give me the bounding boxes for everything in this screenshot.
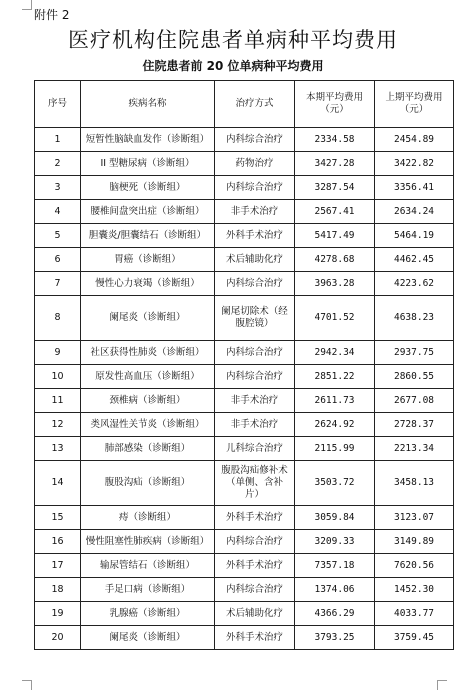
current-average-fee: 2334.58 (295, 128, 375, 152)
current-average-fee: 3059.84 (295, 506, 375, 530)
table-row (35, 176, 454, 200)
treatment-method: 外科手术治疗 (215, 506, 295, 530)
treatment-method: 内科综合治疗 (215, 341, 295, 365)
disease-name: 短暂性脑缺血发作（诊断组） (81, 128, 215, 152)
current-average-fee: 3963.28 (295, 272, 375, 296)
row-index: 15 (35, 506, 81, 530)
row-index: 6 (35, 248, 81, 272)
current-average-fee: 1374.06 (295, 578, 375, 602)
table-row (35, 200, 454, 224)
current-average-fee: 3793.25 (295, 626, 375, 650)
table-row (35, 461, 454, 506)
table-row (35, 506, 454, 530)
previous-average-fee: 2634.24 (375, 200, 454, 224)
row-index: 13 (35, 437, 81, 461)
treatment-method: 内科综合治疗 (215, 272, 295, 296)
current-average-fee: 5417.49 (295, 224, 375, 248)
table-row (35, 341, 454, 365)
row-index: 5 (35, 224, 81, 248)
table-row (35, 530, 454, 554)
previous-average-fee: 2213.34 (375, 437, 454, 461)
disease-name: 慢性心力衰竭（诊断组） (81, 272, 215, 296)
table-row (35, 224, 454, 248)
treatment-method: 儿科综合治疗 (215, 437, 295, 461)
disease-name: 输尿管结石（诊断组） (81, 554, 215, 578)
previous-average-fee: 4462.45 (375, 248, 454, 272)
previous-average-fee: 2728.37 (375, 413, 454, 437)
current-average-fee: 4278.68 (295, 248, 375, 272)
table-row (35, 413, 454, 437)
attachment-label: 附件 2 (34, 8, 70, 22)
row-index: 4 (35, 200, 81, 224)
treatment-method: 内科综合治疗 (215, 176, 295, 200)
previous-average-fee: 4638.23 (375, 296, 454, 341)
table-row (35, 578, 454, 602)
header-current-fee: 本期平均费用 （元） (295, 81, 375, 128)
table-header-row (35, 81, 454, 128)
previous-average-fee: 2454.89 (375, 128, 454, 152)
table-row (35, 296, 454, 341)
disease-name: 颈椎病（诊断组） (81, 389, 215, 413)
disease-name: 社区获得性肺炎（诊断组） (81, 341, 215, 365)
table-subtitle: 住院患者前 20 位单病种平均费用 (142, 59, 324, 73)
disease-name: 类风湿性关节炎（诊断组） (81, 413, 215, 437)
crop-mark-bottom-left (22, 680, 32, 690)
table-row (35, 437, 454, 461)
previous-average-fee: 2677.08 (375, 389, 454, 413)
previous-average-fee: 3458.13 (375, 461, 454, 506)
treatment-method: 内科综合治疗 (215, 578, 295, 602)
previous-average-fee: 4033.77 (375, 602, 454, 626)
row-index: 12 (35, 413, 81, 437)
treatment-method: 阑尾切除术（经腹腔镜） (215, 296, 295, 341)
table-row (35, 365, 454, 389)
row-index: 16 (35, 530, 81, 554)
current-average-fee: 2611.73 (295, 389, 375, 413)
table-row (35, 389, 454, 413)
row-index: 3 (35, 176, 81, 200)
row-index: 18 (35, 578, 81, 602)
header-treatment: 治疗方式 (215, 81, 295, 128)
row-index: 11 (35, 389, 81, 413)
row-index: 8 (35, 296, 81, 341)
treatment-method: 术后辅助化疗 (215, 602, 295, 626)
table-row (35, 602, 454, 626)
disease-name: 原发性高血压（诊断组） (81, 365, 215, 389)
disease-name: 腹股沟疝（诊断组） (81, 461, 215, 506)
current-average-fee: 2115.99 (295, 437, 375, 461)
current-average-fee: 4366.29 (295, 602, 375, 626)
disease-name: II 型糖尿病（诊断组） (81, 152, 215, 176)
disease-name: 胆囊炎/胆囊结石（诊断组） (81, 224, 215, 248)
current-average-fee: 3209.33 (295, 530, 375, 554)
current-average-fee: 3427.28 (295, 152, 375, 176)
previous-average-fee: 3149.89 (375, 530, 454, 554)
treatment-method: 腹股沟疝修补术（单侧、含补片） (215, 461, 295, 506)
treatment-method: 非手术治疗 (215, 389, 295, 413)
table-body (35, 128, 454, 650)
treatment-method: 内科综合治疗 (215, 128, 295, 152)
treatment-method: 内科综合治疗 (215, 530, 295, 554)
current-average-fee: 7357.18 (295, 554, 375, 578)
previous-average-fee: 3759.45 (375, 626, 454, 650)
row-index: 17 (35, 554, 81, 578)
row-index: 20 (35, 626, 81, 650)
disease-name: 手足口病（诊断组） (81, 578, 215, 602)
treatment-method: 药物治疗 (215, 152, 295, 176)
crop-mark-bottom-right (437, 680, 447, 690)
table-row (35, 272, 454, 296)
current-average-fee: 3503.72 (295, 461, 375, 506)
table-row (35, 554, 454, 578)
previous-average-fee: 1452.30 (375, 578, 454, 602)
table-row (35, 626, 454, 650)
treatment-method: 内科综合治疗 (215, 365, 295, 389)
disease-name: 乳腺癌（诊断组） (81, 602, 215, 626)
page-title: 医疗机构住院患者单病种平均费用 (68, 28, 398, 52)
header-previous-fee: 上期平均费用 （元） (375, 81, 454, 128)
current-average-fee: 2851.22 (295, 365, 375, 389)
row-index: 14 (35, 461, 81, 506)
row-index: 1 (35, 128, 81, 152)
row-index: 10 (35, 365, 81, 389)
current-average-fee: 3287.54 (295, 176, 375, 200)
treatment-method: 术后辅助化疗 (215, 248, 295, 272)
disease-name: 痔（诊断组） (81, 506, 215, 530)
disease-name: 腰椎间盘突出症（诊断组） (81, 200, 215, 224)
disease-name: 胃癌（诊断组） (81, 248, 215, 272)
header-disease-name: 疾病名称 (81, 81, 215, 128)
row-index: 7 (35, 272, 81, 296)
treatment-method: 非手术治疗 (215, 413, 295, 437)
current-average-fee: 4701.52 (295, 296, 375, 341)
previous-average-fee: 5464.19 (375, 224, 454, 248)
disease-name: 慢性阻塞性肺疾病（诊断组） (81, 530, 215, 554)
fee-table (34, 80, 454, 650)
row-index: 2 (35, 152, 81, 176)
crop-mark-top-left (22, 0, 32, 10)
previous-average-fee: 3356.41 (375, 176, 454, 200)
treatment-method: 外科手术治疗 (215, 626, 295, 650)
current-average-fee: 2942.34 (295, 341, 375, 365)
current-average-fee: 2624.92 (295, 413, 375, 437)
treatment-method: 非手术治疗 (215, 200, 295, 224)
treatment-method: 外科手术治疗 (215, 224, 295, 248)
disease-name: 脑梗死（诊断组） (81, 176, 215, 200)
disease-name: 阑尾炎（诊断组） (81, 296, 215, 341)
disease-name: 阑尾炎（诊断组） (81, 626, 215, 650)
table-row (35, 152, 454, 176)
previous-average-fee: 4223.62 (375, 272, 454, 296)
table-row (35, 128, 454, 152)
header-index: 序号 (35, 81, 81, 128)
disease-name: 肺部感染（诊断组） (81, 437, 215, 461)
current-average-fee: 2567.41 (295, 200, 375, 224)
row-index: 9 (35, 341, 81, 365)
previous-average-fee: 2937.75 (375, 341, 454, 365)
previous-average-fee: 3123.07 (375, 506, 454, 530)
previous-average-fee: 7620.56 (375, 554, 454, 578)
table-row (35, 248, 454, 272)
treatment-method: 外科手术治疗 (215, 554, 295, 578)
row-index: 19 (35, 602, 81, 626)
previous-average-fee: 2860.55 (375, 365, 454, 389)
previous-average-fee: 3422.82 (375, 152, 454, 176)
